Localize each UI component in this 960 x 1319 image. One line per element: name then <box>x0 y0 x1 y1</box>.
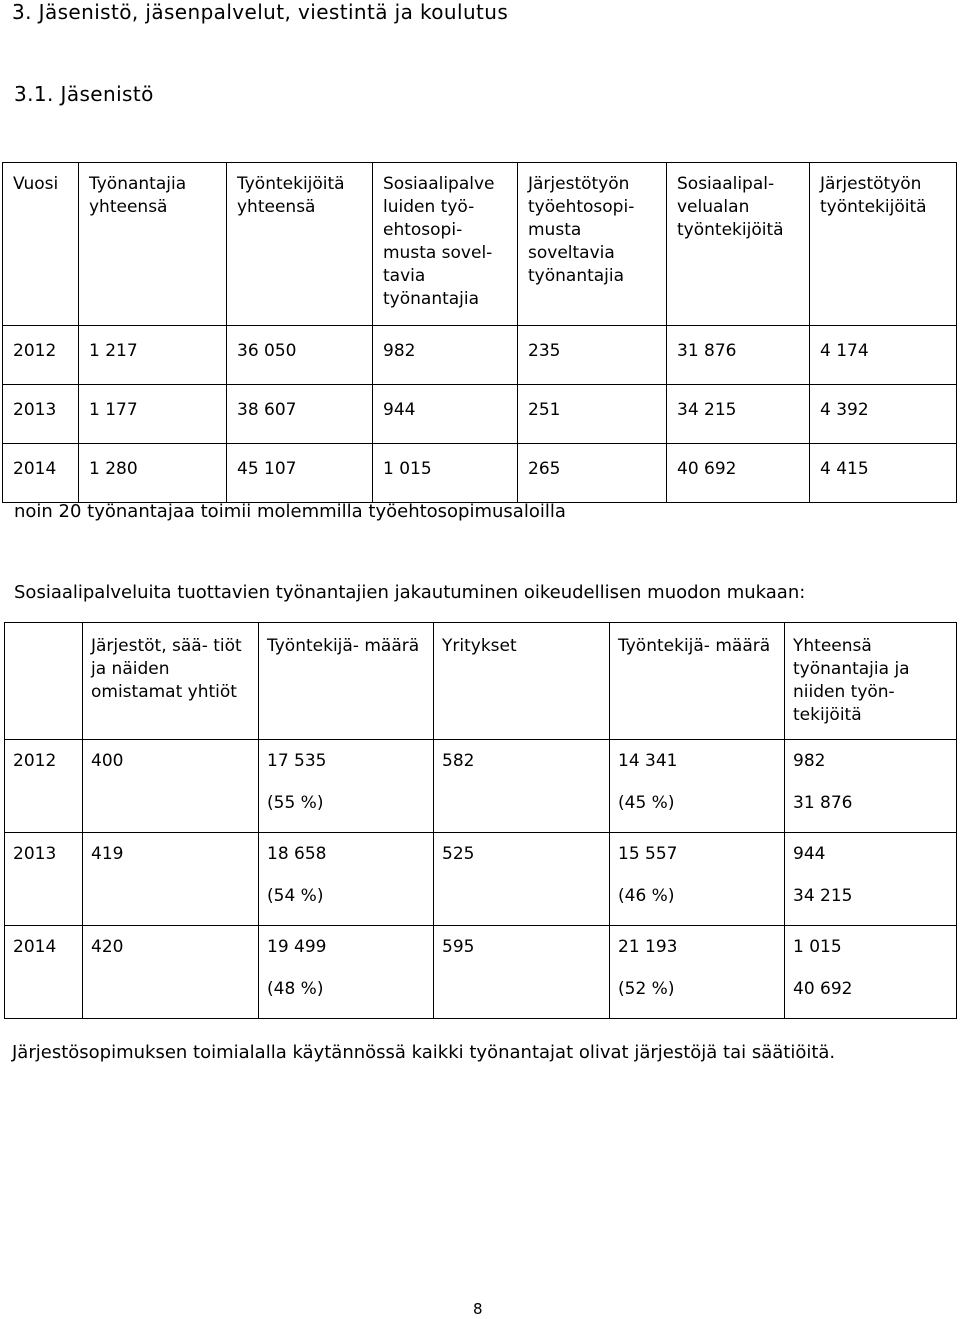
table-cell: 31 876 <box>667 326 810 385</box>
header-cell: Työntekijä- määrä <box>259 623 434 740</box>
year-cell: 2013 <box>5 833 83 926</box>
org-employees-percent: (54 %) <box>267 886 324 906</box>
company-employees-percent: (52 %) <box>618 979 675 999</box>
table-cell: 34 215 <box>667 385 810 444</box>
total-cell <box>785 740 957 833</box>
header-cell <box>5 623 83 740</box>
header-cell: Järjestöt, sää- tiöt ja näiden omistamat yhtiöt <box>83 623 259 740</box>
company-employees-percent: (46 %) <box>618 886 675 906</box>
header-cell: Sosiaalipalve luiden työ- ehtosopi- musta sovel- tavia työnantajia <box>373 163 518 326</box>
header-cell: Yritykset <box>434 623 610 740</box>
orgs-cell: 400 <box>83 740 259 833</box>
membership-table <box>2 162 957 503</box>
header-cell: Yhteensä työnantajia ja niiden työn- tekijöitä <box>785 623 957 740</box>
org-employees-percent: (48 %) <box>267 979 324 999</box>
table-cell: 251 <box>518 385 667 444</box>
table-cell: 982 <box>373 326 518 385</box>
org-employees-percent: (55 %) <box>267 793 324 813</box>
table-cell: 1 280 <box>79 444 227 503</box>
table-cell: 45 107 <box>227 444 373 503</box>
total-cell <box>785 926 957 1019</box>
membership-table-header-row <box>3 163 957 326</box>
company-employees-cell <box>610 740 785 833</box>
note-text: noin 20 työnantajaa toimii molemmilla työehtosopimusaloilla <box>14 501 566 522</box>
org-employees-value: 19 499 <box>267 937 327 957</box>
orgs-cell: 420 <box>83 926 259 1019</box>
table-cell: 265 <box>518 444 667 503</box>
company-employees-percent: (45 %) <box>618 793 675 813</box>
table-cell: 40 692 <box>667 444 810 503</box>
header-cell: Vuosi <box>3 163 79 326</box>
company-employees-cell <box>610 926 785 1019</box>
total-employees: 34 215 <box>793 886 853 906</box>
header-cell: Järjestötyön työehtosopi- musta soveltavia työnantajia <box>518 163 667 326</box>
total-cell <box>785 833 957 926</box>
section-heading: 3. Jäsenistö, jäsenpalvelut, viestintä ja koulutus <box>12 0 509 24</box>
distribution-table <box>4 622 957 1019</box>
header-cell: Työntekijöitä yhteensä <box>227 163 373 326</box>
table-cell: 4 174 <box>810 326 957 385</box>
table-cell: 2013 <box>3 385 79 444</box>
org-employees-value: 17 535 <box>267 751 327 771</box>
table-cell: 4 392 <box>810 385 957 444</box>
total-employers: 944 <box>793 844 826 864</box>
table-cell: 4 415 <box>810 444 957 503</box>
companies-cell: 595 <box>434 926 610 1019</box>
table-cell: 235 <box>518 326 667 385</box>
total-employers: 982 <box>793 751 826 771</box>
table-row <box>5 833 957 926</box>
table-cell: 2014 <box>3 444 79 503</box>
table-row <box>5 926 957 1019</box>
table-cell: 38 607 <box>227 385 373 444</box>
subsection-heading: 3.1. Jäsenistö <box>14 82 154 106</box>
table-cell: 944 <box>373 385 518 444</box>
table-row <box>3 444 957 503</box>
table-cell: 1 217 <box>79 326 227 385</box>
company-employees-value: 21 193 <box>618 937 678 957</box>
org-employees-cell <box>259 833 434 926</box>
table-row <box>3 385 957 444</box>
distribution-table-header-row <box>5 623 957 740</box>
footer-text: Järjestösopimuksen toimialalla käytännössä kaikki työnantajat olivat järjestöjä tai säätiöitä. <box>12 1042 836 1063</box>
org-employees-cell <box>259 926 434 1019</box>
table-cell: 1 177 <box>79 385 227 444</box>
table-cell: 2012 <box>3 326 79 385</box>
org-employees-value: 18 658 <box>267 844 327 864</box>
header-cell: Työnantajia yhteensä <box>79 163 227 326</box>
org-employees-cell <box>259 740 434 833</box>
year-cell: 2014 <box>5 926 83 1019</box>
total-employees: 31 876 <box>793 793 853 813</box>
header-cell: Järjestötyön työntekijöitä <box>810 163 957 326</box>
company-employees-value: 15 557 <box>618 844 678 864</box>
company-employees-cell <box>610 833 785 926</box>
table-row <box>3 326 957 385</box>
header-cell: Työntekijä- määrä <box>610 623 785 740</box>
distribution-title: Sosiaalipalveluita tuottavien työnantajien jakautuminen oikeudellisen muodon mukaan: <box>14 582 806 603</box>
total-employers: 1 015 <box>793 937 842 957</box>
year-cell: 2012 <box>5 740 83 833</box>
companies-cell: 582 <box>434 740 610 833</box>
page-number: 8 <box>473 1300 483 1318</box>
company-employees-value: 14 341 <box>618 751 678 771</box>
orgs-cell: 419 <box>83 833 259 926</box>
table-cell: 1 015 <box>373 444 518 503</box>
total-employees: 40 692 <box>793 979 853 999</box>
table-cell: 36 050 <box>227 326 373 385</box>
companies-cell: 525 <box>434 833 610 926</box>
table-row <box>5 740 957 833</box>
header-cell: Sosiaalipal- velualan työntekijöitä <box>667 163 810 326</box>
